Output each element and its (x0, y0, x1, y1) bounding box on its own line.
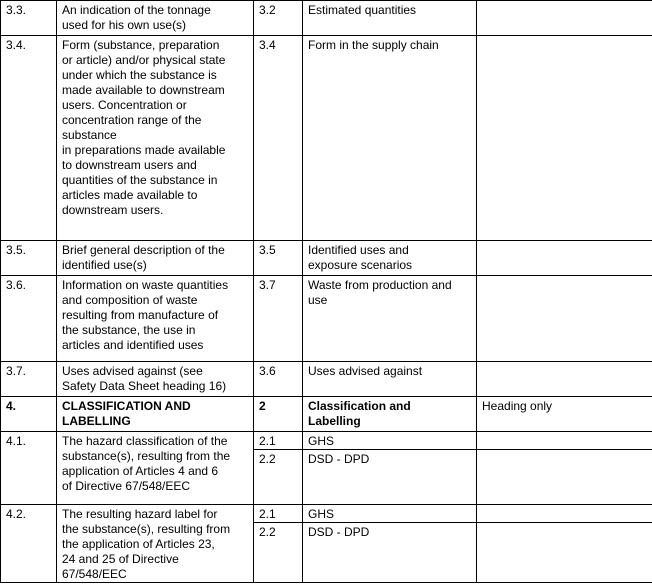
note-cell: Heading only (477, 397, 652, 432)
row-number: 3.6. (1, 276, 57, 362)
note-cell (477, 241, 652, 276)
requirement-text: The resulting hazard label for the substance(s), resulting from the application of Articles 23, 24 and 25 of Directive 67/548/EEC (57, 505, 254, 583)
reference-number: 2.2 (254, 523, 303, 583)
reference-number: 3.2 (254, 1, 303, 36)
reference-number: 2.2 (254, 450, 303, 505)
table-row (1, 276, 652, 362)
section-name: DSD - DPD (303, 450, 477, 505)
section-name: Classification and Labelling (303, 397, 477, 432)
requirement-text: Form (substance, preparation or article) and/or physical state under which the substance is made available to downstream users. Concentration or concentration range of the substance in preparations made available to downstream users and quantities of the substance in articles made available to downstream users. (57, 36, 254, 241)
reference-number: 3.5 (254, 241, 303, 276)
requirement-text: Uses advised against (see Safety Data Sheet heading 16) (57, 362, 254, 397)
table-row-heading (1, 397, 652, 432)
row-number: 3.3. (1, 1, 57, 36)
section-name: Form in the supply chain (303, 36, 477, 241)
table-row (1, 1, 652, 36)
section-name: Identified uses and exposure scenarios (303, 241, 477, 276)
reference-number: 2 (254, 397, 303, 432)
table-row (1, 505, 652, 523)
row-number: 4. (1, 397, 57, 432)
reference-number: 2.1 (254, 432, 303, 450)
section-name: Uses advised against (303, 362, 477, 397)
reference-number: 2.1 (254, 505, 303, 523)
note-cell (477, 432, 652, 450)
row-number: 4.1. (1, 432, 57, 505)
section-name: Waste from production and use (303, 276, 477, 362)
section-name: GHS (303, 432, 477, 450)
table-row (1, 362, 652, 397)
row-number: 4.2. (1, 505, 57, 583)
note-cell (477, 450, 652, 505)
reference-number: 3.6 (254, 362, 303, 397)
section-name: Estimated quantities (303, 1, 477, 36)
note-cell (477, 523, 652, 583)
requirement-text: Information on waste quantities and composition of waste resulting from manufacture of the substance, the use in articles and identified uses (57, 276, 254, 362)
section-name: GHS (303, 505, 477, 523)
reference-number: 3.4 (254, 36, 303, 241)
note-cell (477, 505, 652, 523)
table-row (1, 36, 652, 241)
table-row (1, 432, 652, 450)
requirement-text: Brief general description of the identified use(s) (57, 241, 254, 276)
requirement-text: An indication of the tonnage used for his own use(s) (57, 1, 254, 36)
table-row (1, 241, 652, 276)
note-cell (477, 36, 652, 241)
reference-number: 3.7 (254, 276, 303, 362)
requirement-text: The hazard classification of the substance(s), resulting from the application of Articles 4 and 6 of Directive 67/548/EEC (57, 432, 254, 505)
requirement-text: CLASSIFICATION AND LABELLING (57, 397, 254, 432)
row-number: 3.5. (1, 241, 57, 276)
note-cell (477, 276, 652, 362)
section-name: DSD - DPD (303, 523, 477, 583)
note-cell (477, 1, 652, 36)
row-number: 3.7. (1, 362, 57, 397)
note-cell (477, 362, 652, 397)
row-number: 3.4. (1, 36, 57, 241)
